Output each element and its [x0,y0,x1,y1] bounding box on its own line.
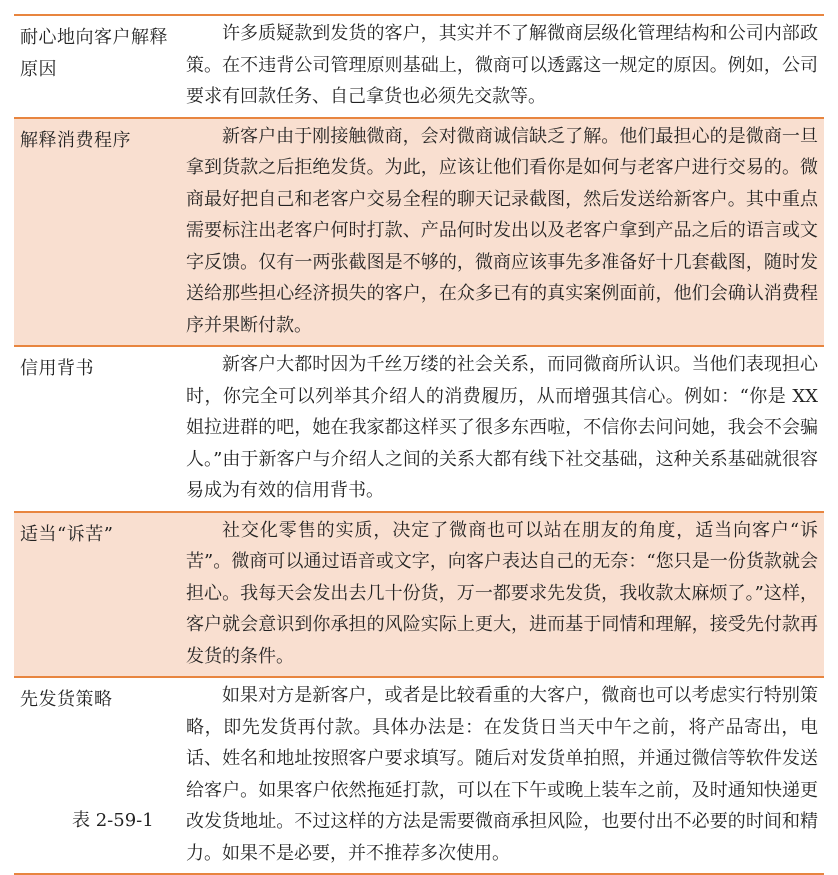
table-row [14,16,824,117]
row-label: 解释消费程序 [20,129,131,151]
strategy-table [14,14,824,875]
row-label: 适当“诉苦” [20,523,114,545]
row-label: 耐心地向客户解释原因 [20,27,168,80]
table-row [14,678,824,873]
table-row [14,513,824,677]
table-row [14,347,824,511]
table-row [14,119,824,346]
row-text: 新客户由于刚接触微商，会对微商诚信缺乏了解。他们最担心的是微商一旦拿到货款之后拒绝发货。为此，应该让他们看你是如何与老客户进行交易的。微商最好把自己和老客户交易全程的聊天记录截图，然后发送给新客户。其中重点需要标注出老客户何时打款、产品何时发出以及老客户拿到产品之后的语言或文字反馈。仅有一两张截图是不够的，微商应该事先多准备好十几套截图，随时发送给那些担心经济损失的客户，在众多已有的真实案例面前，他们会确认消费程序并果断付款。 [186,125,818,336]
row-label: 先发货策略 [20,689,113,710]
row-label: 信用背书 [20,358,94,379]
table-caption: 表 2-59-1 [72,810,154,831]
row-text: 许多质疑款到发货的客户，其实并不了解微商层级化管理结构和公司内部政策。在不违背公司管理原则基础上，微商可以透露这一规定的原因。例如，公司要求有回款任务、自己拿货也必须先交款等。 [186,23,818,107]
row-text: 新客户大都时因为千丝万缕的社会关系，而同微商所认识。当他们表现担心时，你完全可以列举其介绍人的消费履历，从而增强其信心。例如：“你是 XX 姐拉进群的吧，她在我家都这样买了很多东西啦，不信你去问问她，我会不会骗人。”由于新客户与介绍人之间的关系大都有线下社交基础，这种关系基础就很容易成为有效的信用背书。 [186,354,818,501]
row-text: 如果对方是新客户，或者是比较看重的大客户，微商也可以考虑实行特别策略，即先发货再付款。具体办法是：在发货日当天中午之前，将产品寄出，电话、姓名和地址按照客户要求填写。随后对发货单拍照，并通过微信等软件发送给客户。如果客户依然拖延打款，可以在下午或晚上装车之前，及时通知快递更改发货地址。不过这样的方法是需要微商承担风险，也要付出不必要的时间和精力。如果不是必要，并不推荐多次使用。 [186,685,818,864]
row-text: 社交化零售的实质，决定了微商也可以站在朋友的角度，适当向客户“诉苦”。微商可以通过语音或文字，向客户表达自己的无奈：“您只是一份货款就会担心。我每天会发出去几十份货，万一都要求先发货，我收款太麻烦了。”这样，客户就会意识到你承担的风险实际上更大，进而基于同情和理解，接受先付款再发货的条件。 [186,519,818,667]
